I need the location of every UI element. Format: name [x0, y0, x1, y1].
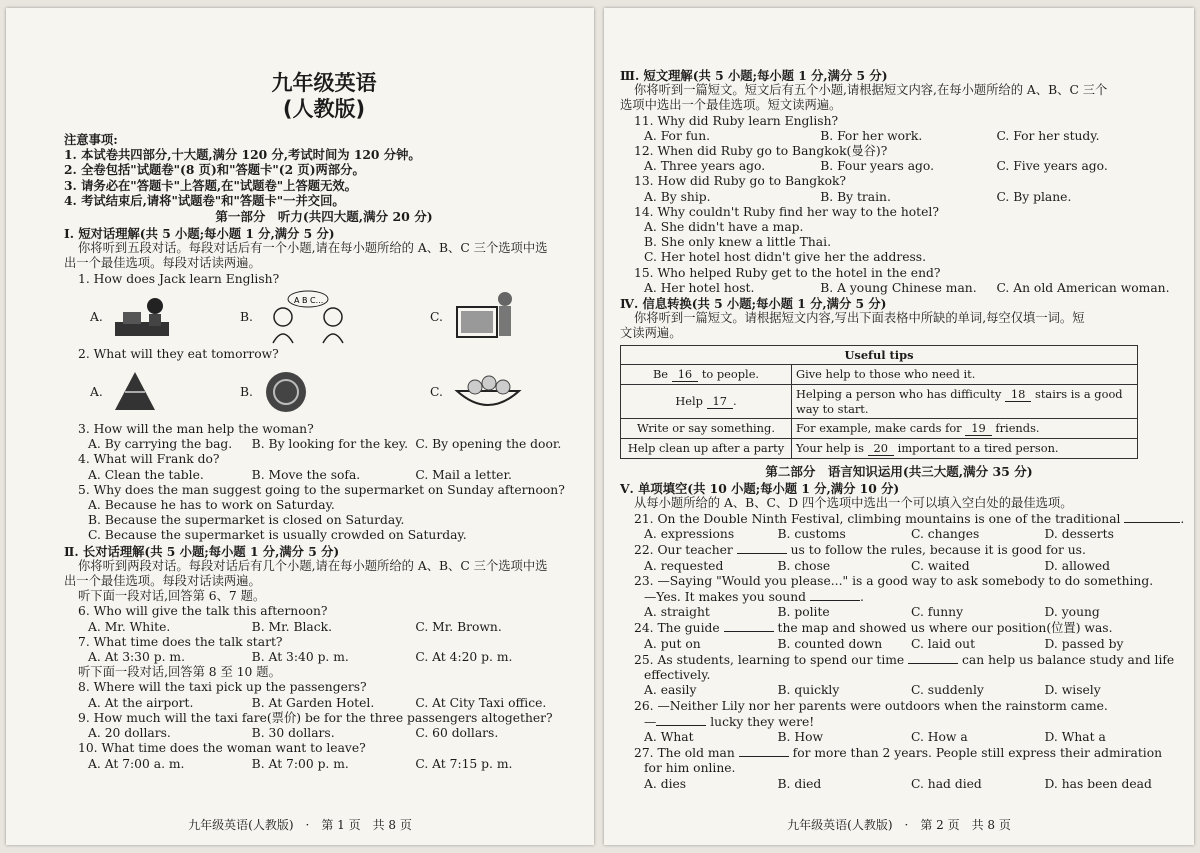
q24-option-a[interactable]: A. put on: [644, 636, 701, 651]
q24-option-c[interactable]: C. laid out: [911, 636, 976, 651]
q5-option-a[interactable]: A. Because he has to work on Saturday.: [88, 498, 335, 513]
q27-option-c[interactable]: C. had died: [911, 776, 982, 791]
q9-option-b[interactable]: B. 30 dollars.: [251, 726, 335, 741]
blank-21[interactable]: [1124, 511, 1180, 523]
q11-options: [620, 129, 1178, 144]
q27-option-b[interactable]: B. died: [777, 776, 822, 791]
q1-pictures: [64, 287, 584, 347]
q22-option-d[interactable]: D. allowed: [1044, 558, 1111, 573]
q12-option-a[interactable]: A. Three years ago.: [644, 159, 766, 174]
q26-option-c[interactable]: C. How a: [911, 729, 968, 744]
q12-options: [620, 159, 1178, 174]
q25-options: [620, 683, 1178, 698]
q13-option-a[interactable]: A. By ship.: [644, 189, 711, 204]
q7-option-c[interactable]: C. At 4:20 p. m.: [415, 650, 513, 665]
q8-option-a[interactable]: A. At the airport.: [88, 695, 194, 710]
dialogue2-note: 听下面一段对话,回答第 8 至 10 题。: [78, 665, 281, 680]
q25-option-b[interactable]: B. quickly: [777, 683, 840, 698]
question-8: 8. Where will the taxi pick up the passengers?: [78, 680, 367, 695]
question-10: 10. What time does the woman want to leave?: [78, 741, 366, 756]
question-21: 21. On the Double Ninth Festival, climbing mountains is one of the traditional .: [634, 512, 1185, 527]
q26-option-d[interactable]: D. What a: [1044, 729, 1106, 744]
notes-heading: 注意事项:: [64, 132, 118, 147]
computer-study-icon: [113, 292, 171, 342]
q2-option-a[interactable]: A.: [90, 370, 240, 414]
q15-option-c[interactable]: C. An old American woman.: [996, 280, 1170, 295]
q3-option-c[interactable]: C. By opening the door.: [415, 437, 562, 452]
q3-option-b[interactable]: B. By looking for the key.: [251, 437, 408, 452]
note-item: 2. 全卷包括"试题卷"(8 页)和"答题卡"(2 页)两部分。: [64, 162, 365, 178]
question-3: 3. How will the man help the woman?: [78, 422, 314, 437]
question-25: 25. As students, learning to spend our time can help us balance study and life: [634, 652, 1175, 667]
section2-heading: Ⅱ. 长对话理解(共 5 小题;每小题 1 分,满分 5 分): [64, 543, 340, 559]
q1-option-a[interactable]: A.: [90, 292, 240, 342]
q8-option-b[interactable]: B. At Garden Hotel.: [251, 695, 375, 710]
q4-option-a[interactable]: A. Clean the table.: [88, 467, 204, 482]
rice-balls-icon: [453, 369, 523, 415]
q23-option-b[interactable]: B. polite: [777, 605, 830, 620]
q27-option-d[interactable]: D. has been dead: [1044, 776, 1152, 791]
q6-option-b[interactable]: B. Mr. Black.: [251, 619, 333, 634]
q13-option-c[interactable]: C. By plane.: [996, 189, 1072, 204]
blank-27[interactable]: [739, 745, 789, 757]
q22-option-b[interactable]: B. chose: [777, 558, 831, 573]
section3-instructions: 你将听到一篇短文。短文后有五个小题,请根据短文内容,在每小题所给的 A、B、C 三个: [634, 83, 1108, 98]
q11-option-a[interactable]: A. For fun.: [644, 128, 711, 143]
table-row: Be 16 to people. Give help to those who need it.: [621, 364, 1138, 384]
table-row: Help clean up after a party Your help is 20 important to a tired person.: [621, 438, 1138, 458]
q27-option-a[interactable]: A. dies: [644, 776, 687, 791]
exam-subtitle: (人教版): [282, 97, 366, 121]
q1-option-c[interactable]: C.: [430, 289, 580, 345]
note-item: 4. 考试结束后,请将"试题卷"和"答题卡"一并交回。: [64, 192, 345, 208]
q23-option-c[interactable]: C. funny: [911, 605, 964, 620]
blank-25[interactable]: [908, 652, 958, 664]
q11-option-c[interactable]: C. For her study.: [996, 128, 1100, 143]
section1-heading: Ⅰ. 短对话理解(共 5 小题;每小题 1 分,满分 5 分): [64, 226, 335, 242]
q21-option-a[interactable]: A. expressions: [644, 527, 735, 542]
table-row: Help 17 . Helping a person who has difficulty 18 stairs is a good way to start.: [621, 384, 1138, 418]
zongzi-icon: [113, 370, 157, 414]
q5-option-c[interactable]: C. Because the supermarket is usually crowded on Saturday.: [88, 528, 467, 543]
question-9: 9. How much will the taxi fare(票价) be for the three passengers altogether?: [78, 710, 553, 725]
q22-option-a[interactable]: A. requested: [644, 558, 724, 573]
question-25-cont: effectively.: [644, 668, 711, 683]
q12-option-b[interactable]: B. Four years ago.: [820, 159, 934, 174]
q24-option-b[interactable]: B. counted down: [777, 636, 883, 651]
q6-options: [64, 620, 584, 635]
question-6: 6. Who will give the talk this afternoon?: [78, 604, 328, 619]
q3-option-a[interactable]: A. By carrying the bag.: [88, 437, 233, 452]
useful-tips-table: [620, 345, 1138, 459]
tv-icon: [453, 289, 515, 345]
question-7: 7. What time does the talk start?: [78, 634, 283, 649]
q4-option-c[interactable]: C. Mail a letter.: [415, 467, 512, 482]
q21-option-b[interactable]: B. customs: [777, 527, 846, 542]
q21-option-d[interactable]: D. desserts: [1044, 527, 1114, 542]
section2-instructions: 你将听到两段对话。每段对话后有几个小题,请在每小题所给的 A、B、C 三个选项中选: [78, 558, 548, 573]
question-4: 4. What will Frank do?: [78, 452, 220, 467]
note-item: 1. 本试卷共四部分,十大题,满分 120 分,考试时间为 120 分钟。: [64, 147, 421, 163]
q21-options: [620, 527, 1178, 542]
q24-options: [620, 637, 1178, 652]
q15-option-a[interactable]: A. Her hotel host.: [644, 280, 755, 295]
blank-16[interactable]: 16: [672, 367, 699, 382]
question-12: 12. When did Ruby go to Bangkok(曼谷)?: [634, 144, 888, 159]
q26-option-b[interactable]: B. How: [777, 729, 824, 744]
q10-option-b[interactable]: B. At 7:00 p. m.: [251, 756, 349, 771]
q12-option-c[interactable]: C. Five years ago.: [996, 159, 1108, 174]
section4-instructions-cont: 文读两遍。: [620, 326, 682, 341]
question-26-reply: — lucky they were!: [644, 714, 815, 729]
question-15: 15. Who helped Ruby get to the hotel in the end?: [634, 265, 941, 280]
q13-option-b[interactable]: B. By train.: [820, 189, 891, 204]
q23-option-a[interactable]: A. straight: [644, 605, 710, 620]
section4-instructions: 你将听到一篇短文。请根据短文内容,写出下面表格中所缺的单词,每空仅填一词。短: [634, 311, 1085, 326]
question-23: 23. —Saying "Would you please..." is a good way to ask somebody to do something.: [634, 573, 1154, 588]
blank-17[interactable]: 17: [707, 394, 734, 409]
q8-option-c[interactable]: C. At City Taxi office.: [415, 695, 547, 710]
question-27-cont: for him online.: [644, 761, 736, 776]
q24-option-d[interactable]: D. passed by: [1044, 636, 1124, 651]
q26-option-a[interactable]: A. What: [644, 729, 694, 744]
page-footer: 九年级英语(人教版) · 第 2 页 共 8 页: [787, 818, 1011, 832]
q9-option-a[interactable]: A. 20 dollars.: [88, 726, 171, 741]
section1-instructions-cont: 出一个最佳选项。每段对话读两遍。: [64, 256, 261, 271]
q14-option-a[interactable]: A. She didn't have a map.: [644, 220, 804, 235]
q7-options: [64, 650, 584, 665]
q10-option-c[interactable]: C. At 7:15 p. m.: [415, 756, 513, 771]
question-2: 2. What will they eat tomorrow?: [78, 346, 279, 361]
blank-19[interactable]: 19: [965, 421, 992, 436]
q23-options: [620, 605, 1178, 620]
svg-text:A B C...: A B C...: [293, 295, 324, 305]
question-13: 13. How did Ruby go to Bangkok?: [634, 174, 847, 189]
q4-option-b[interactable]: B. Move the sofa.: [251, 467, 361, 482]
q2-option-c[interactable]: C.: [430, 369, 580, 415]
q2-pictures: [64, 362, 584, 422]
left-page: [6, 8, 594, 845]
q25-option-c[interactable]: C. suddenly: [911, 683, 984, 698]
right-page: [604, 8, 1194, 845]
section5-heading: Ⅴ. 单项填空(共 10 小题;每小题 1 分,满分 10 分): [620, 480, 900, 496]
q7-option-b[interactable]: B. At 3:40 p. m.: [251, 650, 349, 665]
blank-22[interactable]: [737, 542, 787, 554]
talking-kids-icon: [263, 289, 353, 345]
section5-instructions: 从每小题所给的 A、B、C、D 四个选项中选出一个可以填入空白处的最佳选项。: [634, 495, 1073, 510]
section1-instructions: 你将听到五段对话。每段对话后有一个小题,请在每小题所给的 A、B、C 三个选项中选: [78, 241, 548, 256]
question-22: 22. Our teacher us to follow the rules, because it is good for us.: [634, 543, 1086, 558]
note-item: 3. 请务必在"答题卡"上答题,在"试题卷"上答题无效。: [64, 177, 357, 193]
table-row: Write or say something. For example, make cards for 19 friends.: [621, 418, 1138, 438]
question-1: 1. How does Jack learn English?: [78, 271, 280, 286]
q2-option-b[interactable]: B.: [240, 369, 390, 415]
q10-option-a[interactable]: A. At 7:00 a. m.: [88, 756, 185, 771]
q9-options: [64, 726, 584, 741]
question-11: 11. Why did Ruby learn English?: [634, 113, 839, 128]
q5-option-b[interactable]: B. Because the supermarket is closed on Saturday.: [88, 513, 405, 528]
q1-option-b[interactable]: B. A B C...: [240, 289, 390, 345]
blank-26[interactable]: [656, 714, 706, 726]
section4-heading: Ⅳ. 信息转换(共 5 小题;每小题 1 分,满分 5 分): [620, 296, 887, 312]
q6-option-a[interactable]: A. Mr. White.: [88, 619, 171, 634]
q15-option-b[interactable]: B. A young Chinese man.: [820, 280, 977, 295]
section2-instructions-cont: 出一个最佳选项。每段对话读两遍。: [64, 574, 261, 589]
q9-option-c[interactable]: C. 60 dollars.: [415, 726, 499, 741]
q15-options: [620, 281, 1178, 296]
q13-options: [620, 190, 1178, 205]
question-14: 14. Why couldn't Ruby find her way to the hotel?: [634, 204, 939, 219]
blank-18[interactable]: 18: [1005, 387, 1032, 402]
q14-option-c[interactable]: C. Her hotel host didn't give her the address.: [644, 250, 926, 265]
dialogue1-note: 听下面一段对话,回答第 6、7 题。: [78, 589, 266, 604]
blank-23[interactable]: [810, 589, 860, 601]
q8-options: [64, 696, 584, 711]
question-23-reply: —Yes. It makes you sound .: [644, 590, 864, 605]
q23-option-d[interactable]: D. young: [1044, 605, 1100, 620]
q14-option-b[interactable]: B. She only knew a little Thai.: [644, 235, 831, 250]
q10-options: [64, 757, 584, 772]
q26-options: [620, 730, 1178, 745]
mooncake-icon: [263, 369, 309, 415]
section3-heading: Ⅲ. 短文理解(共 5 小题;每小题 1 分,满分 5 分): [620, 68, 888, 83]
q6-option-c[interactable]: C. Mr. Brown.: [415, 619, 502, 634]
table-title: Useful tips: [621, 345, 1138, 364]
q25-option-a[interactable]: A. easily: [644, 683, 697, 698]
question-24: 24. The guide the map and showed us where our position(位置) was.: [634, 621, 1113, 636]
exam-title: 九年级英语: [271, 71, 377, 95]
blank-20[interactable]: 20: [868, 441, 895, 456]
question-5: 5. Why does the man suggest going to the supermarket on Sunday afternoon?: [78, 482, 565, 497]
question-27: 27. The old man for more than 2 years. People still express their admiration: [634, 746, 1163, 761]
q22-option-c[interactable]: C. waited: [911, 558, 970, 573]
q11-option-b[interactable]: B. For her work.: [820, 128, 923, 143]
q25-option-d[interactable]: D. wisely: [1044, 683, 1101, 698]
page-footer: 九年级英语(人教版) · 第 1 页 共 8 页: [188, 818, 412, 832]
part2-heading: 第二部分 语言知识运用(共三大题,满分 35 分): [765, 463, 1033, 479]
question-26: 26. —Neither Lily nor her parents were outdoors when the rainstorm came.: [634, 698, 1108, 713]
part1-heading: 第一部分 听力(共四大题,满分 20 分): [215, 209, 433, 225]
q21-option-c[interactable]: C. changes: [911, 527, 980, 542]
q27-options: [620, 777, 1178, 792]
q4-options: [64, 468, 584, 483]
blank-24[interactable]: [724, 620, 774, 632]
q7-option-a[interactable]: A. At 3:30 p. m.: [88, 650, 185, 665]
q3-options: [64, 437, 584, 452]
q22-options: [620, 559, 1178, 574]
section3-instructions-cont: 选项中选出一个最佳选项。短文读两遍。: [620, 98, 842, 113]
